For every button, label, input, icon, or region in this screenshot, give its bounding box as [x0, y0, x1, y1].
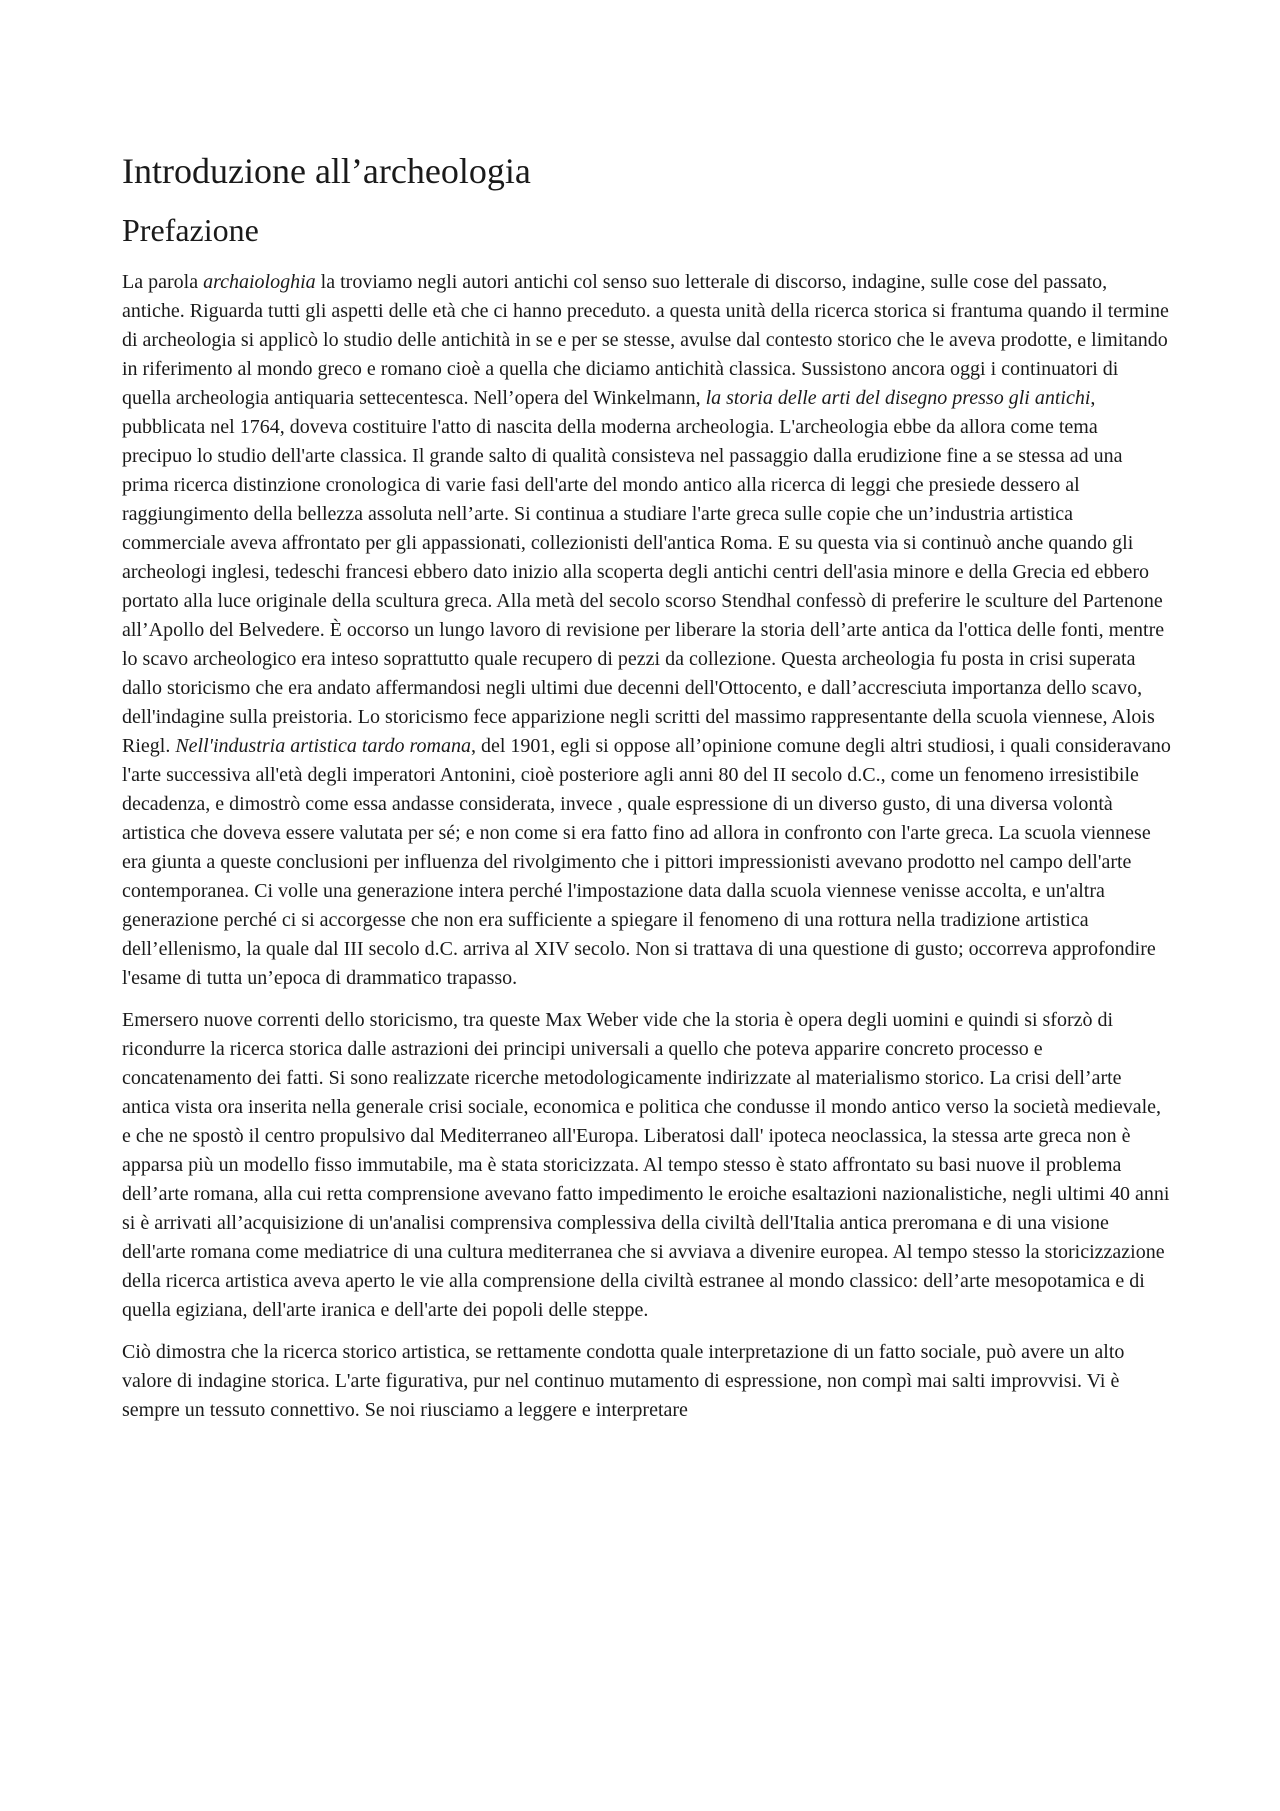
italic-book-title: la storia delle arti del disegno presso gli antichi	[705, 386, 1091, 409]
paragraph-text: , pubblicata nel 1764, doveva costituire l'atto di nascita della moderna archeologia. L'archeologia ebbe da allora come tema precipuo lo studio dell'arte classica. Il grande salto di qualità consisteva nel passaggio dalla erudizione fine a se stessa ad una prima ricerca distinzione cronologica di varie fasi dell'arte del mondo antico alla ricerca di leggi che presiede dessero al raggiungimento della bellezza assoluta nell’arte. Si continua a studiare l'arte greca sulle copie che un’industria artistica commerciale aveva affrontato per gli appassionati, collezionisti dell'antica Roma. E su questa via si continuò anche quando gli archeologi inglesi, tedeschi francesi ebbero dato inizio alla scoperta degli antichi centri dell'asia minore e della Grecia ed ebbero portato alla luce originale della scultura greca. Alla metà del secolo scorso Stendhal confessò di preferire le sculture del Partenone all’Apollo del Belvedere. È occorso un lungo lavoro di revisione per liberare la storia dell’arte antica da l'ottica delle fonti, mentre lo scavo archeologico era inteso soprattutto quale recupero di pezzi da collezione. Questa archeologia fu posta in crisi superata dallo storicismo che era andato affermandosi negli ultimi due decenni dell'Ottocento, e dall’accresciuta importanza dello scavo, dell'indagine sulla preistoria. Lo storicismo fece apparizione negli scritti del massimo rappresentante della scuola viennese, Alois Riegl.	[122, 386, 1165, 757]
paragraph-1	[122, 268, 1172, 993]
paragraph-text: , del 1901, egli si oppose all’opinione comune degli altri studiosi, i quali consideravano l'arte successiva all'età degli imperatori Antonini, cioè posteriore agli anni 80 del II secolo d.C., come un fenomeno irresistibile decadenza, e dimostrò come essa andasse considerata, invece , quale espressione di un diverso gusto, di una diversa volontà artistica che doveva essere valutata per sé; e non come si era fatto fino ad allora in confronto con l'arte greca. La scuola viennese era giunta a queste conclusioni per influenza del rivolgimento che i pittori impressionisti avevano prodotto nel campo dell'arte contemporanea. Ci volle una generazione intera perché l'impostazione data dalla scuola viennese venisse accolta, e un'altra generazione perché ci si accorgesse che non era sufficiente a spiegare il fenomeno di una rottura nella tradizione artistica dell’ellenismo, la quale dal III secolo d.C. arriva al XIV secolo. Non si trattava di una questione di gusto; occorreva approfondire l'esame di tutta un’epoca di drammatico trapasso.	[122, 734, 1171, 989]
section-title: Prefazione	[122, 212, 259, 249]
document-page	[122, 150, 1172, 1438]
italic-term: archaiologhia	[203, 270, 316, 293]
italic-book-title: Nell'industria artistica tardo romana	[175, 734, 471, 757]
paragraph-2	[122, 1006, 1172, 1325]
document-title: Introduzione all’archeologia	[122, 151, 531, 191]
paragraph-text: la troviamo negli autori antichi col senso suo letterale di discorso, indagine, sulle cose del passato, antiche. Riguarda tutti gli aspetti delle età che ci hanno preceduto. a questa unità della ricerca storica si frantuma quando il termine di archeologia si applicò lo studio delle antichità in se e per se stesse, avulse dal contesto storico che le aveva prodotte, e limitando in riferimento al mondo greco e romano cioè a quella che diciamo antichità classica. Sussistono ancora oggi i continuatori di quella archeologia antiquaria settecentesca. Nell’opera del Winkelmann,	[122, 270, 1169, 409]
paragraph-text: La parola	[122, 270, 204, 293]
paragraph-text: Ciò dimostra che la ricerca storico artistica, se rettamente condotta quale interpretazione di un fatto sociale, può avere un alto valore di indagine storica. L'arte figurativa, pur nel continuo mutamento di espressione, non compì mai salti improvvisi. Vi è sempre un tessuto connettivo. Se noi riusciamo a leggere e interpretare	[122, 1340, 1125, 1421]
paragraph-3	[122, 1338, 1172, 1425]
paragraph-text: Emersero nuove correnti dello storicismo, tra queste Max Weber vide che la storia è opera degli uomini e quindi si sforzò di ricondurre la ricerca storica dalle astrazioni dei principi universali a quello che poteva apparire concreto processo e concatenamento dei fatti. Si sono realizzate ricerche metodologicamente indirizzate al materialismo storico. La crisi dell’arte antica vista ora inserita nella generale crisi sociale, economica e politica che condusse il mondo antico verso la società medievale, e che ne spostò il centro propulsivo dal Mediterraneo all'Europa. Liberatosi dall' ipoteca neoclassica, la stessa arte greca non è apparsa più un modello fisso immutabile, ma è stata storicizzata. Al tempo stesso è stato affrontato su basi nuove il problema dell’arte romana, alla cui retta comprensione avevano fatto impedimento le eroiche esaltazioni nazionalistiche, negli ultimi 40 anni si è arrivati all’acquisizione di un'analisi comprensiva complessiva della civiltà dell'Italia antica preromana e di una visione dell'arte romana come mediatrice di una cultura mediterranea che si avviava a divenire europea. Al tempo stesso la storicizzazione della ricerca artistica aveva aperto le vie alla comprensione della civiltà estranee al mondo classico: dell’arte mesopotamica e di quella egiziana, dell'arte iranica e dell'arte dei popoli delle steppe.	[122, 1008, 1170, 1321]
